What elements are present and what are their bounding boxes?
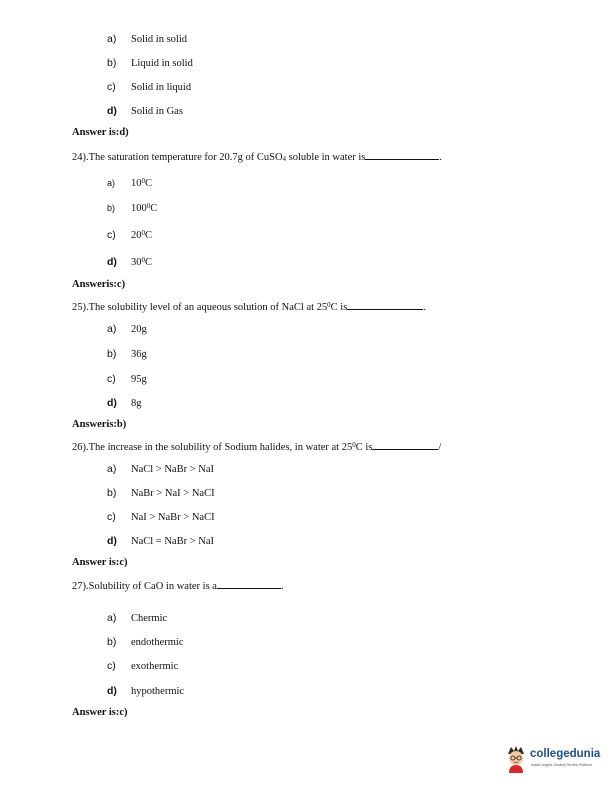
q26-question xyxy=(72,440,441,453)
option-label: a) xyxy=(107,178,116,188)
question-end: . xyxy=(439,152,442,163)
option-label: c) xyxy=(107,660,116,672)
option-value: 10 xyxy=(131,178,142,189)
q25-option-a xyxy=(107,323,147,335)
question-text: 27).Solubility of CaO in water is a xyxy=(72,581,217,592)
q24-option-c xyxy=(107,229,152,241)
superscript: 0 xyxy=(141,256,145,264)
q23-option-c xyxy=(107,81,191,93)
option-unit: C xyxy=(150,203,158,214)
q23-option-d xyxy=(107,105,183,117)
question-text: 25).The solubility level of an aqueous solution of NaCl at 25 xyxy=(72,302,328,313)
option-label: a) xyxy=(107,612,117,624)
q25-option-c xyxy=(107,373,147,385)
option-label: b) xyxy=(107,636,117,648)
q25-answer: Answeris:b) xyxy=(72,419,127,430)
option-label: c) xyxy=(107,229,116,241)
option-label: c) xyxy=(107,511,116,523)
option-text: endothermic xyxy=(131,637,184,648)
option-label: b) xyxy=(107,203,116,213)
superscript: 0 xyxy=(352,441,356,449)
option-text: NaBr > NaI > NaCI xyxy=(131,488,215,499)
q26-option-c xyxy=(107,511,215,523)
question-text: 26).The increase in the solubility of Sodium halides, in water at 25 xyxy=(72,442,353,453)
collegedunia-logo xyxy=(505,745,605,775)
q26-answer: Answer is:c) xyxy=(72,557,128,568)
q24-option-a xyxy=(107,177,152,189)
option-label: c) xyxy=(107,81,116,93)
option-text: 20g xyxy=(131,324,147,335)
q23-option-a xyxy=(107,33,187,45)
brand-name: collegedunia xyxy=(530,748,601,760)
superscript: 0 xyxy=(327,301,331,309)
question-text: C is xyxy=(330,302,348,313)
q24-option-d xyxy=(107,256,152,268)
answer-blank xyxy=(365,150,439,160)
option-text: 8g xyxy=(131,398,142,409)
option-text: Liquid in solid xyxy=(131,58,193,69)
question-text: C is xyxy=(355,442,373,453)
q26-option-d xyxy=(107,535,214,547)
q27-option-a xyxy=(107,612,167,624)
option-text: NaCl = NaBr > NaI xyxy=(131,536,214,547)
question-text: 24).The saturation temperature for 20.7g of CuSO xyxy=(72,152,283,163)
q27-option-c xyxy=(107,660,178,672)
answer-blank xyxy=(372,440,438,450)
option-text: Solid in solid xyxy=(131,34,188,45)
mascot-icon xyxy=(505,745,527,773)
q24-question xyxy=(72,150,442,163)
option-value: 30 xyxy=(131,257,142,268)
option-unit: C xyxy=(145,257,153,268)
q26-option-a xyxy=(107,463,214,475)
option-text: Solid in liquid xyxy=(131,82,192,93)
option-label: d) xyxy=(107,685,117,697)
option-label: a) xyxy=(107,33,117,45)
option-value: 100 xyxy=(131,203,147,214)
q23-answer: Answer is:d) xyxy=(72,127,129,138)
q27-option-d xyxy=(107,685,184,697)
option-unit: C xyxy=(145,178,153,189)
q27-option-b xyxy=(107,636,183,648)
q26-option-b xyxy=(107,487,215,499)
q27-answer: Answer is:c) xyxy=(72,707,128,718)
q24-answer: Answeris:c) xyxy=(72,279,126,290)
option-label: d) xyxy=(107,535,117,547)
question-text: soluble in water is xyxy=(286,152,366,163)
option-text: NaI > NaBr > NaCI xyxy=(131,512,215,523)
superscript: 0 xyxy=(141,229,145,237)
option-label: c) xyxy=(107,373,116,385)
subscript: 4 xyxy=(282,155,287,163)
question-end: . xyxy=(423,302,426,313)
option-unit: C xyxy=(145,230,153,241)
option-label: a) xyxy=(107,463,117,475)
option-label: d) xyxy=(107,105,117,117)
answer-blank xyxy=(217,579,281,589)
q27-question xyxy=(72,579,284,592)
option-label: d) xyxy=(107,397,117,409)
option-text: NaCl > NaBr > NaI xyxy=(131,464,214,475)
brand-tagline: India's largest Student Review Platform xyxy=(531,763,592,767)
option-label: d) xyxy=(107,256,117,268)
q24-option-b xyxy=(107,202,157,214)
option-label: b) xyxy=(107,487,117,499)
option-text: 95g xyxy=(131,374,147,385)
option-label: b) xyxy=(107,348,117,360)
answer-blank xyxy=(347,300,423,310)
option-value: 20 xyxy=(131,230,142,241)
option-text: exothermic xyxy=(131,661,179,672)
option-label: a) xyxy=(107,323,117,335)
q25-option-b xyxy=(107,348,147,360)
option-text: 36g xyxy=(131,349,147,360)
option-label: b) xyxy=(107,57,117,69)
superscript: 0 xyxy=(146,202,151,210)
q25-question xyxy=(72,300,426,313)
q23-option-b xyxy=(107,57,193,69)
superscript: 0 xyxy=(141,177,145,185)
option-text: hypothermic xyxy=(131,686,185,697)
option-text: Solid in Gas xyxy=(131,106,183,117)
question-end: . xyxy=(280,581,284,592)
q25-option-d xyxy=(107,397,142,409)
question-end: / xyxy=(438,442,442,453)
option-text: Chermic xyxy=(131,613,168,624)
